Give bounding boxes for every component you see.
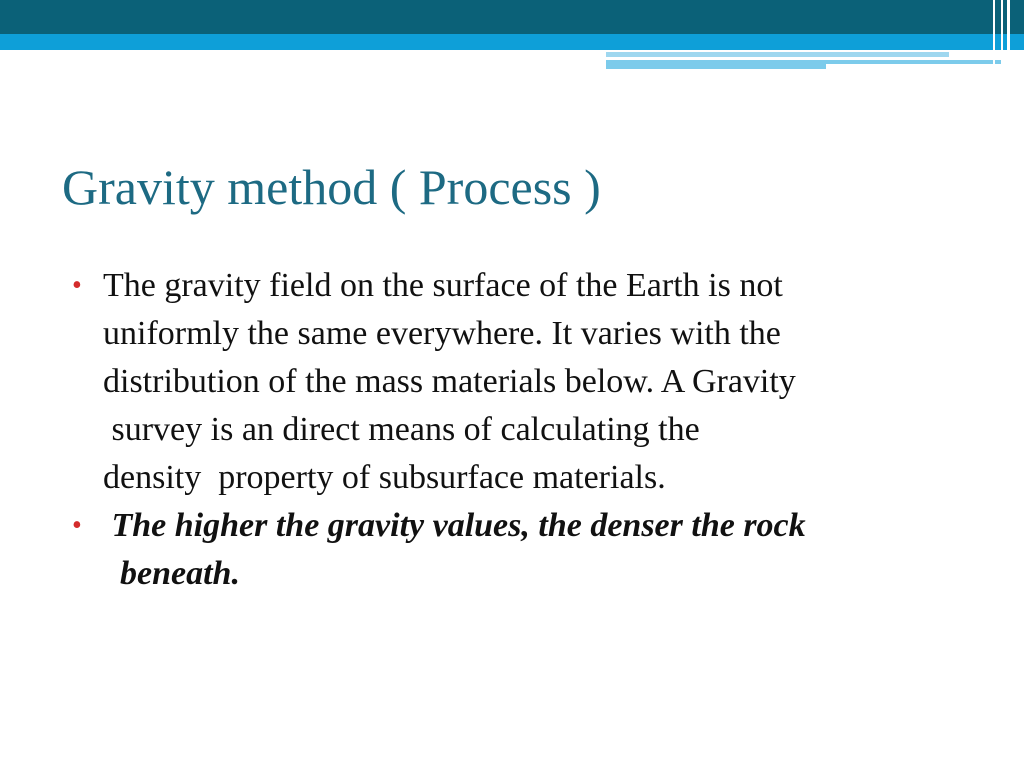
header-banner-mid: [0, 34, 1024, 50]
bullet-text-line: density property of subsurface materials.: [103, 459, 666, 496]
bullet-item-emphasis: [72, 502, 952, 598]
header-divider-line: [993, 0, 995, 70]
bullet-item: [72, 262, 952, 502]
bullet-text-line: The gravity field on the surface of the Earth is not: [103, 267, 783, 304]
bullet-icon: •: [72, 510, 82, 541]
bullet-text-line: distribution of the mass materials below. A Gravity: [103, 363, 796, 400]
header-divider-line: [1001, 0, 1003, 70]
bullet-text-line: The higher the gravity values, the denser the rock: [103, 507, 806, 544]
bullet-list: [72, 262, 952, 598]
header-stripe: [606, 52, 949, 57]
header-stripe: [826, 64, 1001, 69]
slide-title: Gravity method ( Process ): [62, 159, 601, 215]
header-banner-dark: [0, 0, 1024, 34]
bullet-text-line: beneath.: [103, 555, 240, 592]
bullet-text-line: uniformly the same everywhere. It varies with the: [103, 315, 781, 352]
header-divider-line: [1007, 0, 1010, 70]
bullet-icon: •: [72, 270, 82, 301]
bullet-text-line: survey is an direct means of calculating the: [103, 411, 700, 448]
